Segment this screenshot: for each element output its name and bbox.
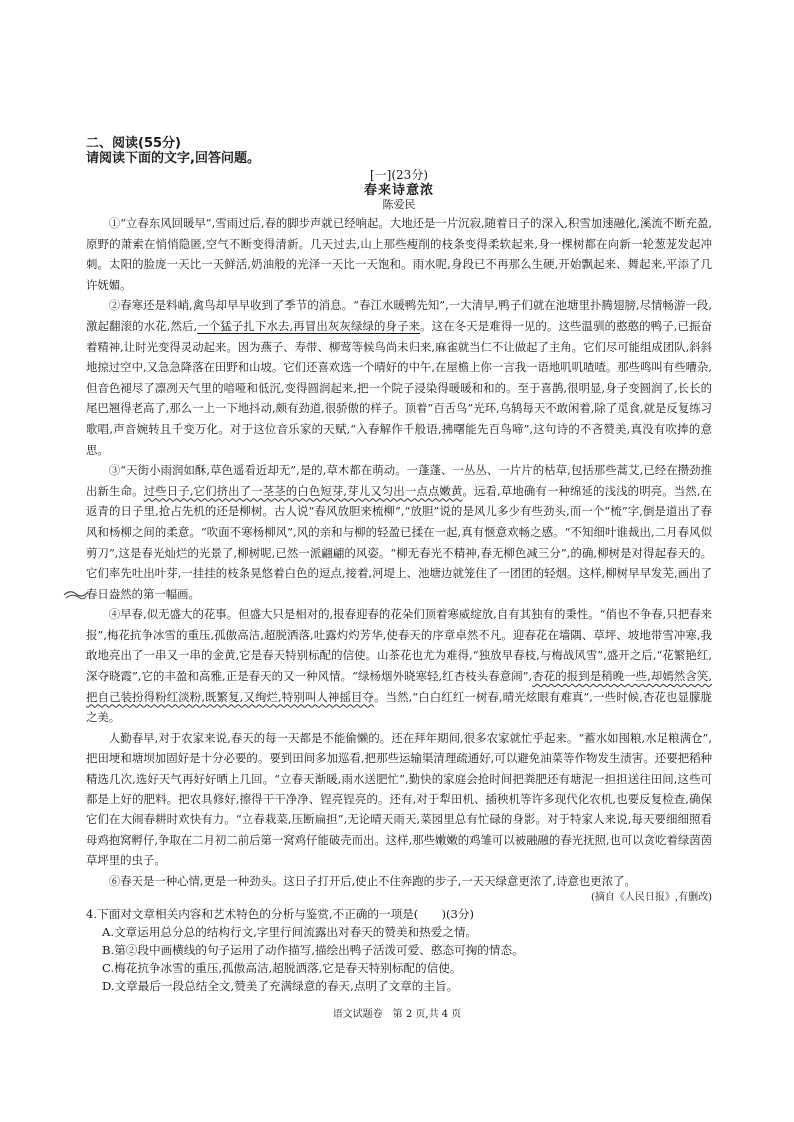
passage-title: 春来诗意浓 xyxy=(363,183,434,198)
question-4-option-a: A.文章运用总分总的结构行文,字里行间流露出对春天的赞美和热爱之情。 xyxy=(102,925,478,940)
paragraph-4 xyxy=(86,604,712,728)
section-instruction: 请阅读下面的文字,回答问题。 xyxy=(86,151,260,166)
paragraph-5: 人勤春早,对于农家来说,春天的每一天都是不能偷懒的。还在拜年期间,很多农家就忙乎起来。“蓄水如囤粮,水足粮满仓”,把田埂和塘坝加固好是十分必要的。要到田间多加巡看,把那些运输渠清理疏通好,可以避免油菜等作物发生渍害。还要把稻种精选几次,选好天气再好好晒上几回。“立春天渐暖,雨水送肥忙”,勤快的家庭会抢时间把粪肥还有塘泥一担担送往田间,这些可都是上好的肥料。把农具修好,擦得干干净净、锃亮锃亮的。还有,对于犁田机、插秧机等许多现代化农机,也要反复检查,确保它们在大闹春耕时欢快有力。“立春栽菜,压断扁担”,无论晴天雨天,菜园里总有忙碌的身影。对于特家人来说,每天要细细照看母鸡抱窝孵仔,争取在二月初二前后第一窝鸡仔能破壳而出。这样,那些嫩嫩的鸡雏可以被融融的春光抚照,也可以贪吃着绿茵茵草坪里的虫子。 xyxy=(86,730,712,868)
passage-part-label: [一](23分) xyxy=(370,168,428,182)
section-title: 二、阅读(55分) xyxy=(86,136,181,151)
wavy-underlined-sentence-apricot: 杏花的报到是稍晚一些,却嫣然含笑,把自己装扮得粉红淡粉,既繁复,又绚烂,特别叫人神摇目夺 xyxy=(86,669,712,704)
paragraph-2-text-a: ②春寒还是料峭,禽鸟却早早收到了季节的消息。“春江水暖鸭先知”,一大清早,鸭子们就在池塘里扑腾翅膀,尽情畅游一段,激起翻滚的水花,然后, xyxy=(86,298,712,333)
paragraph-4-text-a: ④早春,似无盛大的花事。但盛大只是相对的,报春迎春的花朵们顶着寒威绽放,自有其独有的秉性。“俏也不争春,只把春来报”,梅花抗争冰雪的重压,孤傲高洁,超脱洒落,吐露灼灼芳华,使春天的序章卓然不凡。迎春花在墙隅、草坪、坡地带雪冲寒,我敢地亮出了一串又一串的金黄,它是春天特别标配的信使。山茶花也尤为难得,“独放早春枝,与梅战风雪”,盛开之后,“花繁艳红,深夺晓霞”,它的丰盈和高雅,正是春天的又一种风情。“绿杨烟外晓寒轻,红杏枝头春意闹”, xyxy=(86,607,712,684)
passage-author: 陈爱民 xyxy=(382,198,416,211)
question-4-option-d: D.文章最后一段总结全文,赞美了充满绿意的春天,点明了文章的主旨。 xyxy=(102,979,459,994)
pen-mark-icon xyxy=(62,585,90,601)
passage-source: (摘自《人民日报》,有删改) xyxy=(591,892,712,904)
wavy-underlined-sentence-grass: 过些日子,它们挤出了一茎茎的白色短芽,芽儿又匀出一点点嫩黄 xyxy=(143,483,463,498)
question-4-stem: 4.下面对文章相关内容和艺术特色的分析与鉴赏,不正确的一项是( )(3分) xyxy=(86,907,475,922)
paragraph-3-text-a: ③“天街小雨润如酥,草色遥看近却无”,是的,草木都在萌动。一蓬蓬、一丛丛、一片片的枯草,包括那些蒿艾,已经在攒劲推出新生命。 xyxy=(86,463,712,498)
page-footer: 语文试题卷 第 2 页,共 4 页 xyxy=(332,1009,462,1020)
reading-section xyxy=(86,136,712,995)
question-4-option-b: B.第②段中画横线的句子运用了动作描写,描绘出鸭子活泼可爱、憨态可掬的情态。 xyxy=(102,943,524,958)
paragraph-2-text-b: 。这在冬天是难得一见的。这些温驯的憨憨的鸭子,已振奋着精神,让时光变得灵动起来。因为燕子、寿带、柳莺等候鸟尚未归来,麻雀就当仁不让做起了主角。它们尽可能组成团队,斜斜地掠过空中,又急急降落在田野和山坡。它们还喜欢选一个晴好的中午,在屋檐上你一言我一语地叽叽喳喳。那些鸣叫有些嘈杂,但音色褪尽了凛冽天气里的喑哑和低沉,变得圆润起来,把一个院子浸染得暖暖和和的。至于喜鹊,很明显,身子变圆润了,长长的尾巴翘得老高了,那么一上一下地抖动,颇有劲道,很骄傲的样子。顶着“百舌鸟”光环,乌鸫每天不敢闲着,除了觅食,就是反复练习歌唱,声音婉转且千变万化。对于这位音乐家的天赋,“入春解作千般语,拂曙能先百鸟啼”,这句诗的不吝赞美,真没有吹捧的意思。 xyxy=(86,318,712,457)
paragraph-2 xyxy=(86,295,712,460)
paragraph-1: ①“立春东风回暖早”,雪雨过后,春的脚步声就已经响起。大地还是一片沉寂,随着日子的深入,积雪加速融化,溪流不断充盈,原野的萧索在悄悄隐匿,空气不断变得清新。几天过去,山上那些瘦削的枝条变得柔软起来,身一棵树都在向新一轮葱茏发起冲刺。太阳的脸庞一天比一天鲜活,奶油般的光泽一天比一天饱和。雨水呢,身段已不再那么生硬,开始飘起来、舞起来,平添了几许妩媚。 xyxy=(86,216,712,292)
paragraph-6: ⑥春天是一种心情,更是一种劲头。这日子打开后,使止不住奔跑的步子,一天天绿意更浓了,诗意也更浓了。 xyxy=(108,873,636,888)
underlined-sentence-ducks: 一个猛子扎下水去,再冒出灰灰绿绿的身子来 xyxy=(197,318,421,333)
paragraph-3 xyxy=(86,460,712,604)
paragraph-3-text-b: 。远看,草地确有一种绵延的浅浅的明亮。当然,在返青的日子里,抢占先机的还是柳树。古人说“春风放胆来梳柳”,“放胆”说的是风儿多少有些劲头,而一个“梳”字,倒是道出了春风和杨柳之间的柔意。“吹面不寒杨柳风”,风的亲和与柳的轻盈已揉在一起,真有惬意欢畅之感。“不知细叶谁裁出,二月春风似剪刀”,这是春光灿烂的光景了,柳树呢,已然一派翩翩的风姿。“柳无春光不精神,春无柳色减三分”,的确,柳树是对得起春天的。它们率先吐出叶芽,一挂挂的枝条晃悠着白色的逗点,接着,河堤上、池塘边就笼住了一团团的轻烟。这样,柳树早早发芜,画出了春日盎然的第一幅画。 xyxy=(86,483,712,601)
paragraph-4-text-b: 。当然,“白白红红一树春,晴光炫眼有难真”,一些时候,杏花也显朦胧之美。 xyxy=(86,689,712,725)
question-4-option-c: C.梅花抗争冰雪的重压,孤傲高洁,超脱洒落,它是春天特别标配的信使。 xyxy=(102,961,462,976)
